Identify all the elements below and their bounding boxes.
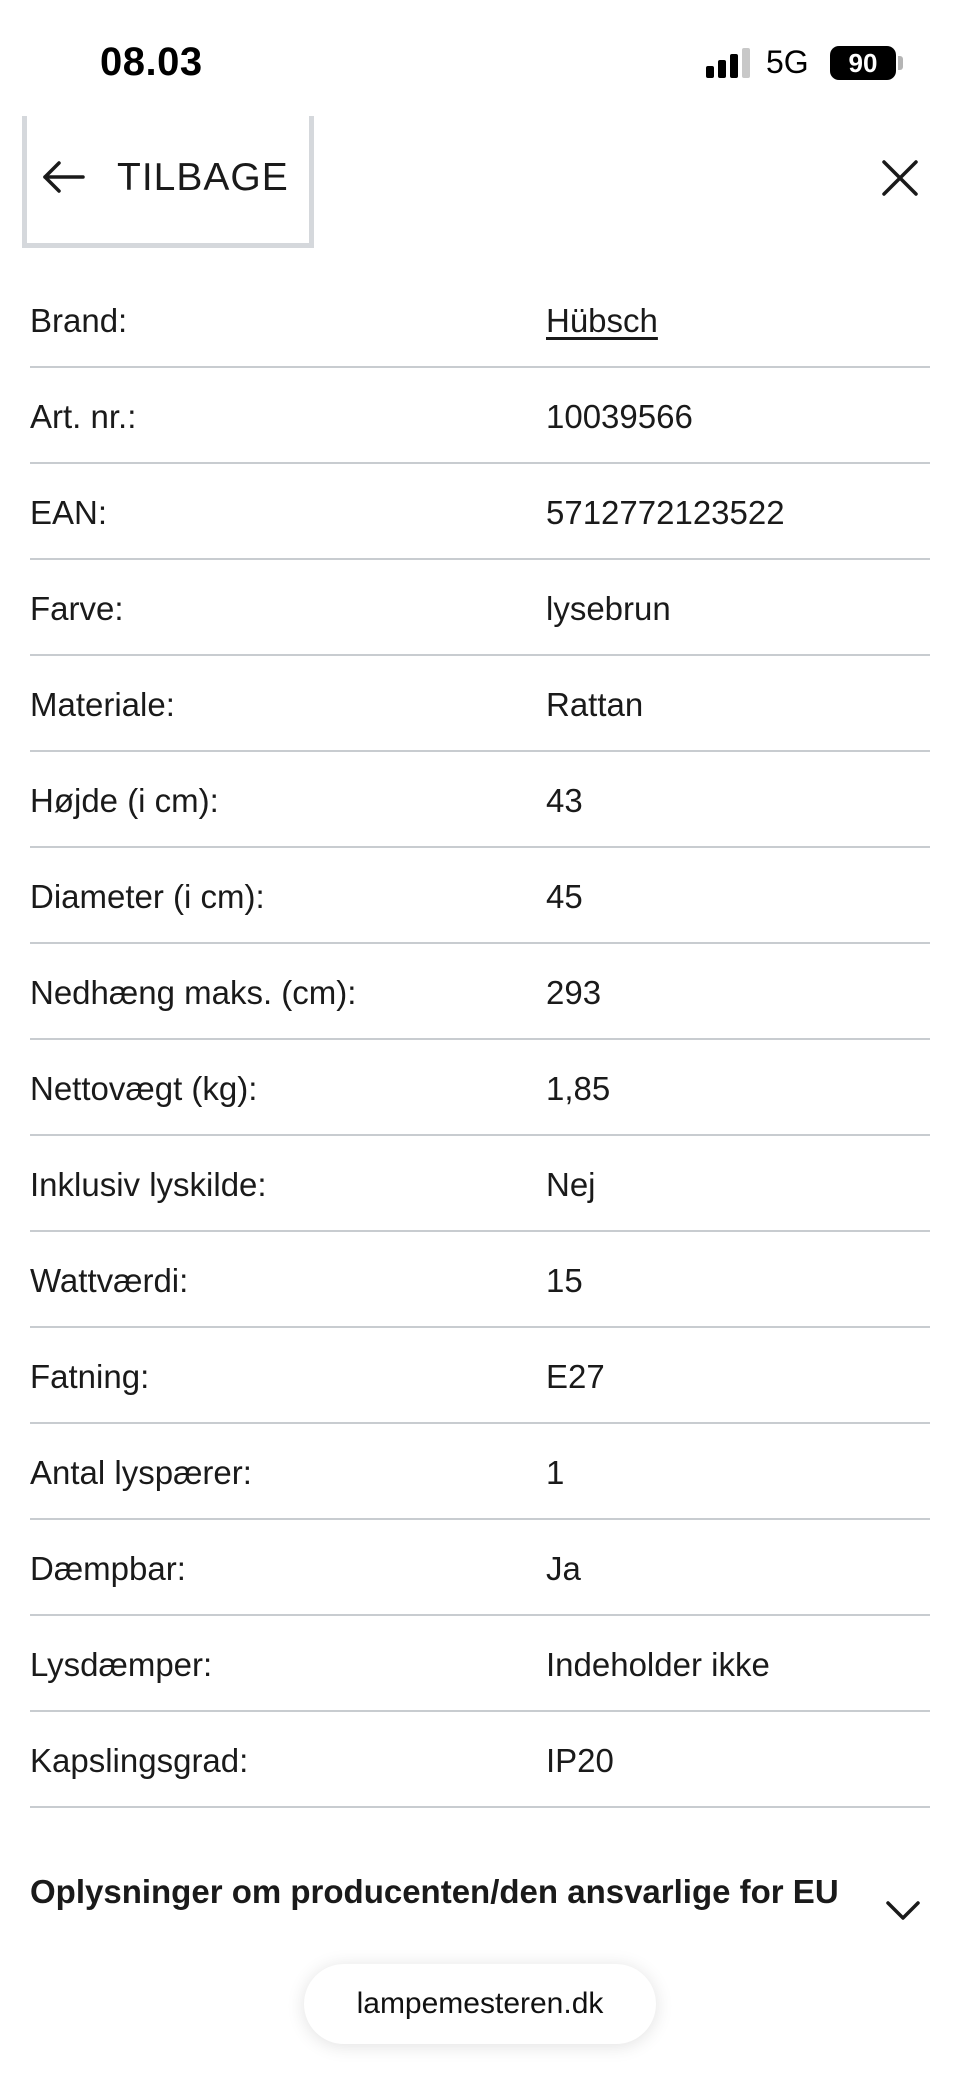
chevron-down-icon [885, 1900, 921, 1922]
spec-value: 10039566 [546, 398, 693, 435]
browser-url-bar[interactable]: lampemesteren.dk [304, 1964, 656, 2044]
spec-row-art-nr [30, 368, 930, 464]
spec-label: Lysdæmper: [30, 1646, 213, 1683]
spec-value: Nej [546, 1166, 596, 1203]
spec-row-nettovaegt [30, 1040, 930, 1136]
accordion-title: Oplysninger om producenten/den ansvarlige for EU [30, 1873, 839, 1910]
spec-value: Indeholder ikke [546, 1646, 770, 1683]
spec-label: Brand: [30, 302, 128, 339]
spec-label: Fatning: [30, 1358, 150, 1395]
battery-tip [898, 56, 903, 70]
battery-icon [830, 46, 896, 80]
spec-row-hojde [30, 752, 930, 848]
spec-value: lysebrun [546, 590, 671, 627]
spec-value: 1,85 [546, 1070, 611, 1107]
spec-row-daempbar [30, 1520, 930, 1616]
spec-row-lyskilde [30, 1136, 930, 1232]
spec-label: Art. nr.: [30, 398, 137, 435]
back-label: TILBAGE [117, 156, 289, 199]
spec-label: Kapslingsgrad: [30, 1742, 249, 1779]
spec-table [30, 272, 930, 1808]
spec-row-lysdaemper [30, 1616, 930, 1712]
spec-row-ean [30, 464, 930, 560]
spec-label: Farve: [30, 590, 124, 627]
close-icon[interactable] [880, 158, 920, 198]
status-time: 08.03 [100, 40, 203, 84]
spec-row-wattvaerdi [30, 1232, 930, 1328]
spec-value: Ja [546, 1550, 581, 1587]
spec-label: Wattværdi: [30, 1262, 189, 1299]
spec-value: 1 [546, 1454, 565, 1491]
battery-level: 90 [848, 48, 878, 78]
spec-row-kapslingsgrad [30, 1712, 930, 1808]
spec-label: Materiale: [30, 686, 175, 723]
spec-value: IP20 [546, 1742, 614, 1779]
spec-value: 45 [546, 878, 583, 915]
spec-label: Nedhæng maks. (cm): [30, 974, 357, 1011]
network-type: 5G [766, 44, 809, 80]
spec-row-antal-lyspaerer [30, 1424, 930, 1520]
spec-value: Rattan [546, 686, 644, 723]
spec-row-diameter [30, 848, 930, 944]
spec-value: 15 [546, 1262, 583, 1299]
spec-row-fatning [30, 1328, 930, 1424]
arrow-left-icon [41, 160, 85, 194]
spec-row-materiale [30, 656, 930, 752]
spec-label: Inklusiv lyskilde: [30, 1166, 267, 1203]
spec-label: Antal lyspærer: [30, 1454, 252, 1491]
spec-label: Diameter (i cm): [30, 878, 265, 915]
spec-label: Højde (i cm): [30, 782, 219, 819]
spec-row-brand [30, 272, 930, 368]
spec-row-farve [30, 560, 930, 656]
spec-value: 5712772123522 [546, 494, 785, 531]
spec-row-nedhaeng [30, 944, 930, 1040]
spec-label: Dæmpbar: [30, 1550, 186, 1587]
spec-value: E27 [546, 1358, 605, 1395]
spec-value: 293 [546, 974, 602, 1011]
spec-label: EAN: [30, 494, 108, 531]
spec-value: 43 [546, 782, 583, 819]
manufacturer-info-accordion[interactable] [30, 1842, 930, 1938]
status-bar [0, 0, 960, 110]
back-button[interactable] [22, 116, 314, 248]
spec-label: Nettovægt (kg): [30, 1070, 258, 1107]
brand-link[interactable]: Hübsch [546, 302, 658, 339]
cellular-signal-icon [706, 48, 750, 78]
